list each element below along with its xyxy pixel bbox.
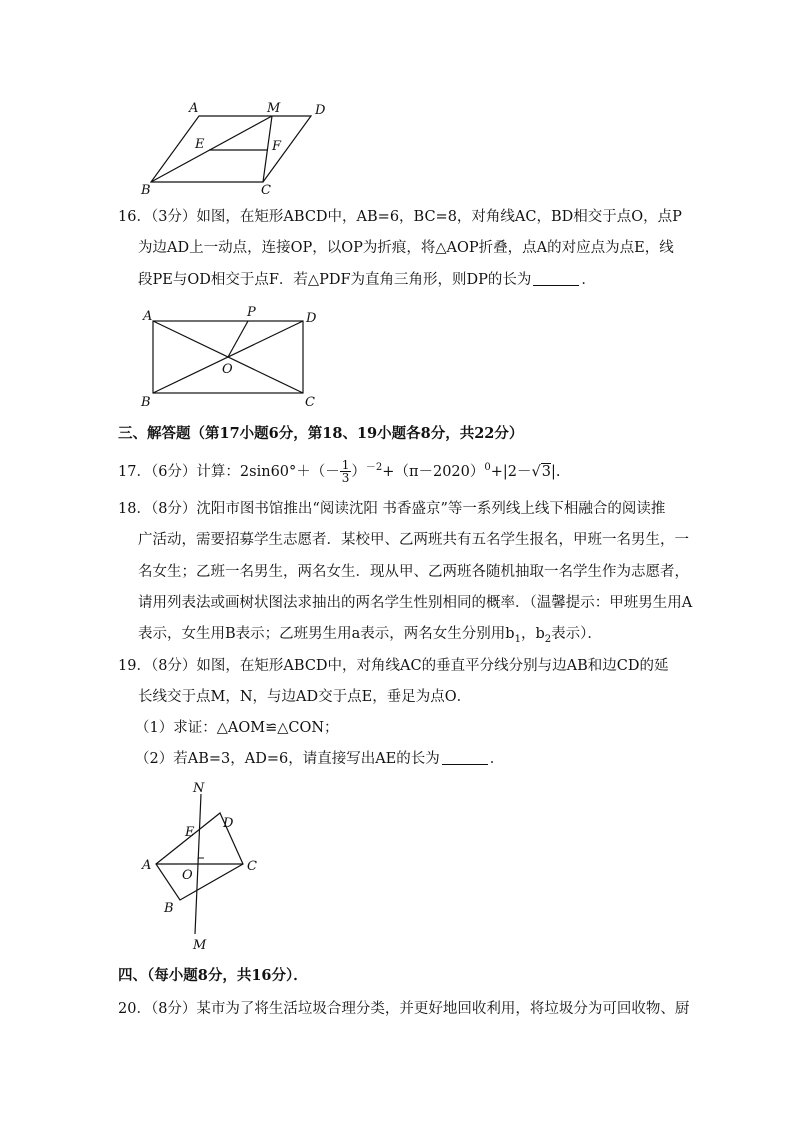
q20-line1: 20．（8分）某市为了将生活垃圾合理分类，并更好地回收利用，将垃圾分为可回收物、厨: [118, 1001, 690, 1017]
right-angle-mark: [198, 858, 204, 864]
label-O: O: [222, 362, 233, 377]
subscript-1: 1: [514, 633, 521, 645]
diagonal-bc-m: [151, 116, 272, 182]
label-C: C: [261, 183, 271, 198]
label-N: N: [193, 781, 205, 796]
label-A: A: [189, 101, 199, 116]
figure-parallelogram: [135, 98, 335, 200]
q16-line1: 16．（3分）如图，在矩形ABCD中，AB=6，BC=8，对角线AC，BD相交于点O，点P: [118, 209, 682, 225]
figure-rotated-rectangle: [136, 778, 272, 954]
q16-end: ．: [581, 272, 596, 288]
q16-line3: [138, 270, 596, 290]
q19-line2: 长线交于点M，N，与边AD交于点E，垂足为点O．: [138, 689, 472, 705]
label-A: A: [142, 858, 152, 873]
q18-line1: 18．（8分）沈阳市图书馆推出“阅读沈阳 书香盛京”等一系列线上线下相融合的阅读推: [118, 501, 666, 517]
label-M: M: [267, 101, 281, 116]
label-B: B: [141, 395, 151, 410]
label-O: O: [182, 868, 193, 883]
sqrt-radicand: 3: [541, 463, 552, 480]
q19-part2-text: （2）若AB=3，AD=6，请直接写出AE的长为: [135, 751, 440, 767]
q17-end: |.: [551, 463, 561, 480]
q17-exponent-neg2: －2: [365, 462, 383, 473]
fraction-one-third: [340, 459, 352, 484]
q17-mid3: +|2－: [490, 463, 532, 480]
label-A: A: [143, 309, 153, 324]
q16-line3-text: 段PE与OD相交于点F．若△PDF为直角三角形，则DP的长为: [138, 272, 532, 288]
label-M: M: [193, 938, 207, 953]
q19-part2: [135, 749, 504, 769]
q19-line1: 19．（8分）如图，在矩形ABCD中，对角线AC的垂直平分线分别与边AB和边CD的延: [118, 658, 669, 674]
label-D: D: [223, 816, 234, 831]
q16-line2: 为边AD上一动点，连接OP，以OP为折痕，将△AOP折叠，点A的对应点为点E，线: [138, 240, 674, 256]
label-P: P: [247, 305, 256, 320]
q18-line5a: 表示，女生用B表示；乙班男生用a表示，两名女生分别用b: [138, 626, 515, 642]
label-B: B: [141, 183, 151, 198]
answer-blank: [533, 271, 579, 286]
section-4-heading: 四、（每小题8分，共16分）．: [118, 967, 308, 984]
q17-line: 17．（6分）计算：2sin60°＋（－ $\frac{1}{3}$ ）$^{-2}+(\pi-2020)^0+|2-√3|$.: [118, 458, 561, 486]
subscript-2: 2: [544, 633, 552, 645]
q17-mid: ）: [351, 463, 366, 480]
q17-prefix: 17．（6分）计算：2sin60°＋（－: [118, 463, 340, 480]
parallelogram-outline: [151, 116, 311, 182]
section-3-heading: 三、解答题（第17小题6分，第18、19小题各8分，共22分）: [118, 425, 524, 442]
q19-end: ．: [489, 751, 505, 767]
label-B: B: [164, 901, 174, 916]
q18-line5: [138, 624, 602, 650]
label-C: C: [305, 395, 315, 410]
q18-line2: 广活动，需要招募学生志愿者．某校甲、乙两班共有五名学生报名，甲班一名男生，一: [138, 532, 689, 548]
q19-part1: （1）求证：△AOM≌△CON；: [135, 720, 339, 736]
q18-line5b: ，b: [520, 626, 545, 642]
fraction-numerator: 1: [341, 458, 350, 473]
q17-mid2: +（π－2020）: [382, 463, 485, 480]
label-F: F: [272, 139, 282, 154]
label-C: C: [247, 859, 257, 874]
fraction-denominator: 3: [341, 471, 350, 486]
q17-exponent-zero: 0: [484, 462, 491, 473]
q18-line3: 名女生；乙班一名男生，两名女生．现从甲、乙两班各随机抽取一名学生作为志愿者，: [138, 564, 689, 580]
q18-line4: 请用列表法或画树状图法求抽出的两名学生性别相同的概率．（温馨提示：甲班男生用A: [138, 595, 693, 611]
q18-line5c: 表示）．: [551, 626, 602, 642]
label-E: E: [195, 137, 205, 152]
label-D: D: [315, 103, 326, 118]
figure-rectangle: [138, 302, 328, 410]
answer-blank: [442, 750, 488, 765]
label-D: D: [306, 311, 317, 326]
label-E: E: [185, 825, 195, 840]
